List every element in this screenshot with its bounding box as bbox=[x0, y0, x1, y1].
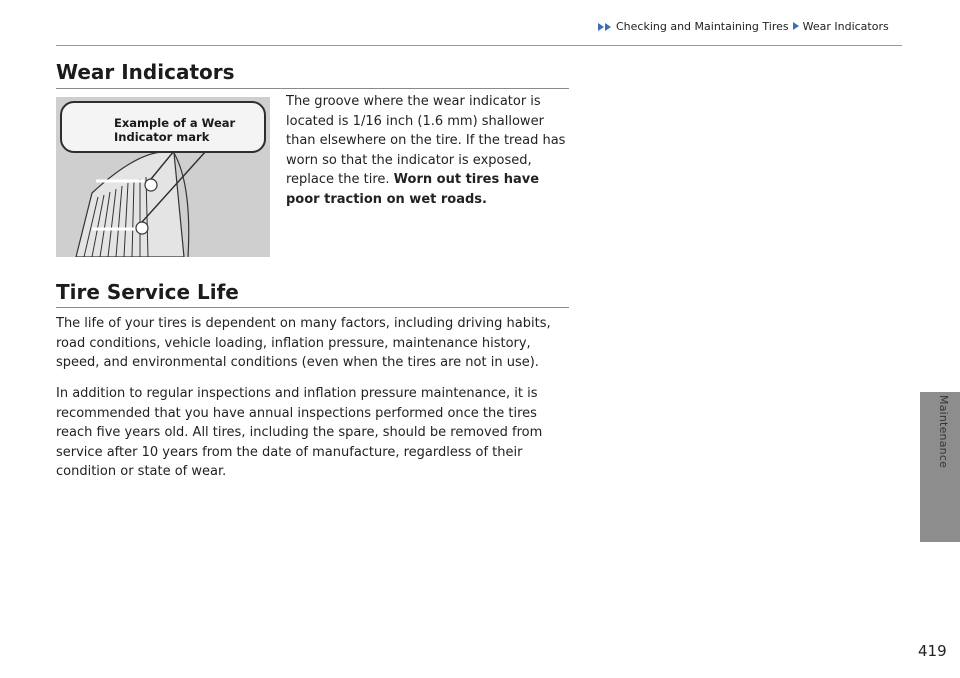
callout-box bbox=[60, 101, 266, 153]
breadcrumb-item-checking-tires[interactable]: Checking and Maintaining Tires bbox=[616, 20, 789, 33]
wear-description bbox=[286, 92, 576, 209]
wear-warning: Worn out tires have poor traction on wet roads. bbox=[286, 172, 540, 207]
wear-indicators-title: Wear Indicators bbox=[56, 60, 235, 84]
service-title-rule bbox=[56, 307, 569, 308]
section-side-label: Maintenance bbox=[937, 395, 950, 469]
tire-service-life-title: Tire Service Life bbox=[56, 280, 239, 304]
header-rule bbox=[56, 45, 902, 46]
page-number: 419 bbox=[918, 642, 947, 660]
wear-indicator-illustration bbox=[56, 97, 270, 257]
wear-title-rule bbox=[56, 88, 569, 89]
breadcrumb bbox=[598, 20, 889, 33]
service-life-paragraph-2: In addition to regular inspections and inflation pressure maintenance, it is recommended that you have annual inspections performed once the tires reach five years old. All tires, including the spare, should be removed from service after 10 years from the date of manufacture, regardless of their condition or state of wear. bbox=[56, 386, 543, 479]
breadcrumb-item-wear-indicators[interactable]: Wear Indicators bbox=[802, 20, 889, 33]
breadcrumb-arrow-icon bbox=[598, 23, 612, 31]
wear-paragraph: The groove where the wear indicator is located is 1/16 inch (1.6 mm) shallower than elsewhere on the tire. If the tread has worn so that the indicator is exposed, replace the tire. bbox=[286, 94, 566, 187]
breadcrumb-arrow-icon bbox=[793, 20, 800, 33]
callout-label: Example of a Wear Indicator mark bbox=[114, 116, 236, 144]
service-life-paragraph-1: The life of your tires is dependent on many factors, including driving habits, road conditions, vehicle loading, inflation pressure, maintenance history, speed, and environmental conditions (even when the tires are not in use). bbox=[56, 316, 551, 370]
